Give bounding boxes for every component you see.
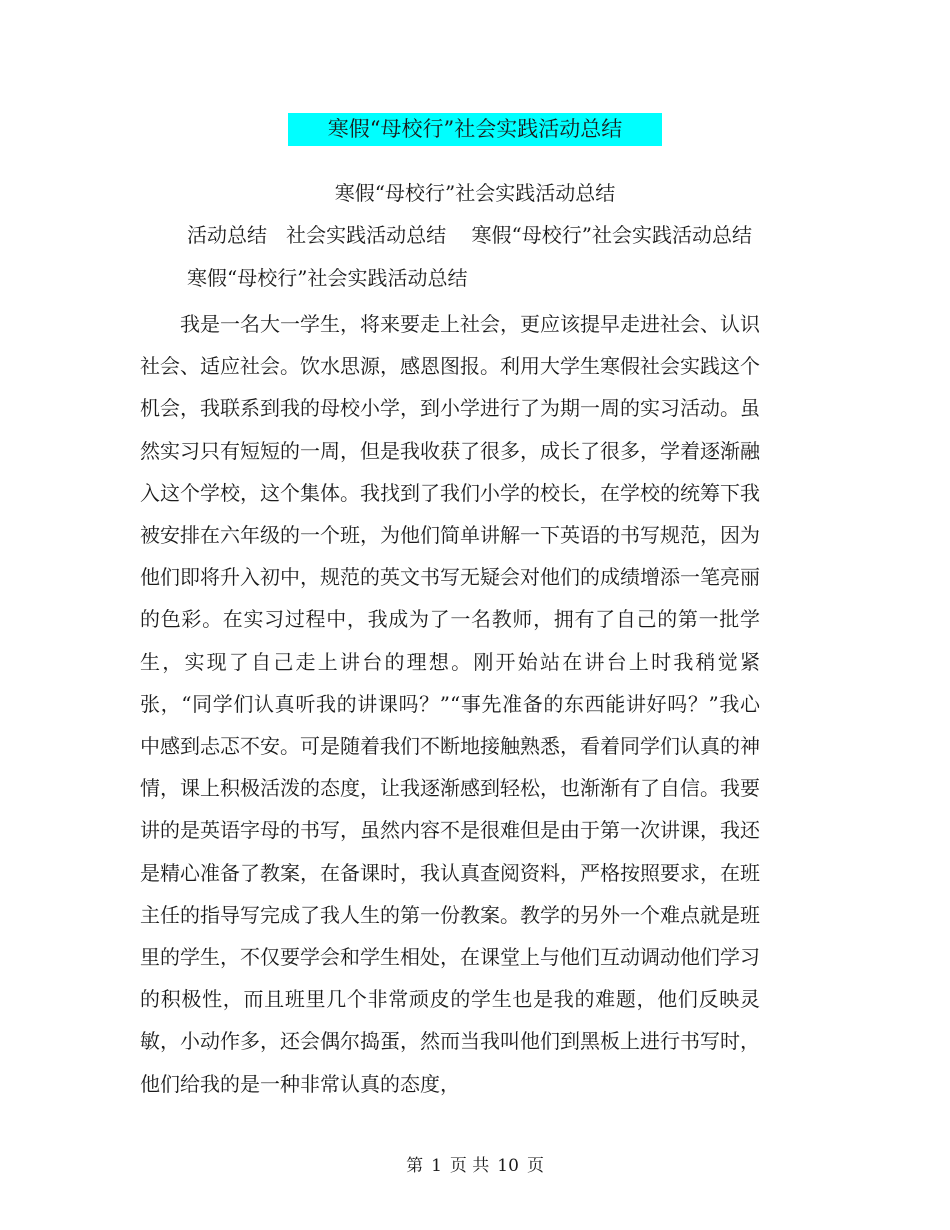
body-paragraph: 我是一名大一学生，将来要走上社会，更应该提早走进社会、认识社会、适应社会。饮水思源，感恩图报。利用大学生寒假社会实践这个机会，我联系到我的母校小学，到小学进行了为期一周的实习活动。虽然实习只有短短的一周，但是我收获了很多，成长了很多，学着逐渐融入这个学校，这个集体。我找到了我们小学的校长，在学校的统筹下我被安排在六年级的一个班，为他们简单讲解一下英语的书写规范，因为他们即将升入初中，规范的英文书写无疑会对他们的成绩增添一笔亮丽的色彩。在实习过程中，我成为了一名教师，拥有了自己的第一批学生，实现了自己走上讲台的理想。刚开始站在讲台上时我稍觉紧张，“同学们认真听我的讲课吗？”“事先准备的东西能讲好吗？”我心中感到忐忑不安。可是随着我们不断地接触熟悉，看着同学们认真的神情，课上积极活泼的态度，让我逐渐感到轻松，也渐渐有了自信。我要讲的是英语字母的书写，虽然内容不是很难但是由于第一次讲课，我还是精心准备了教案，在备课时，我认真查阅资料，严格按照要求，在班主任的指导写完成了我人生的第一份教案。教学的另外一个难点就是班里的学生，不仅要学会和学生相处，在课堂上与他们互动调动他们学习的积极性，而且班里几个非常顽皮的学生也是我的难题，他们反映灵敏，小动作多，还会偶尔捣蛋，然而当我叫他们到黑板上进行书写时，他们给我的是一种非常认真的态度， [140,312,760,1096]
footer-total-pages: 10 [497,1156,519,1176]
footer-mid: 页 共 [449,1156,490,1176]
footer-prefix: 第 [406,1156,424,1176]
footer-current-page: 1 [431,1156,442,1176]
tags-line: 活动总结 社会实践活动总结 寒假“母校行”社会实践活动总结 [187,223,752,247]
footer-suffix: 页 [526,1156,544,1176]
page-footer [0,1151,950,1176]
document-title: 寒假“母校行”社会实践活动总结 [288,113,662,146]
title-wrap [0,113,950,146]
subtitle: 寒假“母校行”社会实践活动总结 [334,181,616,205]
heading-repeat: 寒假“母校行”社会实践活动总结 [187,266,468,290]
